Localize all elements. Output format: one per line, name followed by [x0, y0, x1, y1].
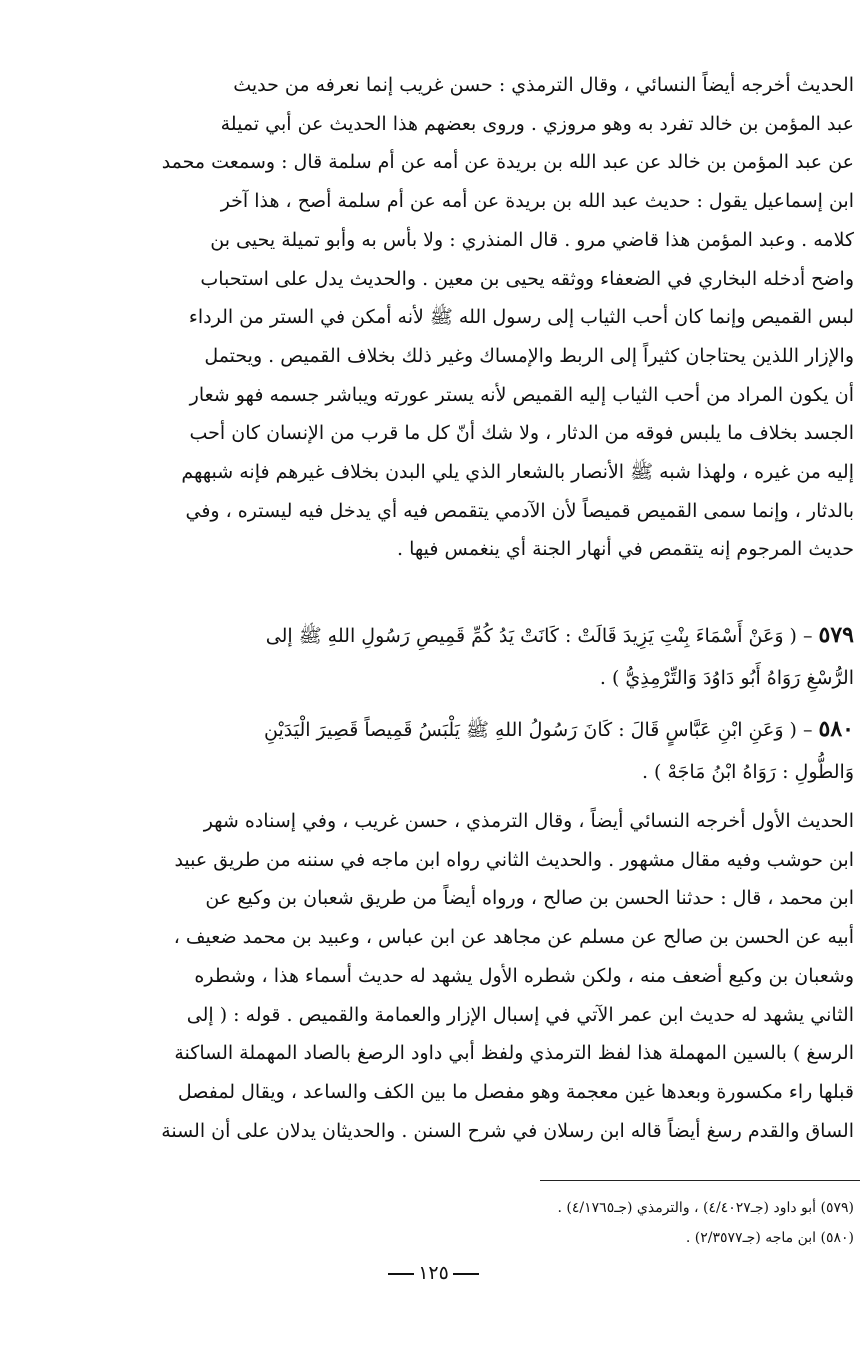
hadith-text: – ( وَعَنْ أَسْمَاءَ بِنْتِ يَزِيدَ قَالَتْ : كَانَتْ يَدُ كُمِّ قَمِيصِ رَسُولِ اللهِ ﷺ إلى — [265, 625, 813, 647]
hadith-line — [56, 708, 854, 751]
text-line: ابن حوشب وفيه مقال مشهور . والحديث الثاني رواه ابن ماجه في سننه من طريق عبيد — [174, 848, 854, 871]
hadith-number: ٥٧٩ — [818, 622, 854, 648]
text-line: بالدثار ، وإنما سمى القميص قميصاً لأن الآدمي يتقمص فيه أي يدخل فيه ليستره ، وفي — [185, 499, 854, 522]
text-line: وشعبان بن وكيع أضعف منه ، ولكن شطره الأول يشهد له حديث أسماء هذا ، وشطره — [194, 964, 854, 987]
text-line: الحديث الأول أخرجه النسائي أيضاً ، وقال الترمذي ، حسن غريب ، وفي إسناده شهر — [203, 810, 854, 832]
text-line: الرسغ ) بالسين المهملة هذا لفظ الترمذي ولفظ أبي داود الرصغ بالصاد المهملة الساكنة — [174, 1042, 854, 1065]
folio-dash — [388, 1273, 414, 1275]
hadith-line: الرُّسْغِ رَوَاهُ أَبُو دَاوُدَ وَالتِّرْمِذِيُّ ) . — [599, 667, 854, 689]
text-line: عن عبد المؤمن بن خالد عن عبد الله بن بريدة عن أمه عن أم سلمة قال : وسمعت محمد — [161, 151, 854, 174]
text-line: الثاني يشهد له حديث ابن عمر الآتي في إسبال الإزار والعمامة والقميص . قوله : ( إلى — [186, 1003, 854, 1026]
footnote-separator — [540, 1180, 860, 1181]
hadith-579 — [56, 614, 854, 699]
text-line: حديث المرجوم إنه يتقمص في أنهار الجنة أي ينغمس فيها . — [397, 538, 854, 561]
hadith-580 — [56, 708, 854, 793]
footnote-580: (٥٨٠) ابن ماجه (جـ٢/٣٥٧٧) . — [685, 1230, 854, 1246]
hadith-number: ٥٨٠ — [818, 716, 854, 742]
commentary-paragraph-1 — [56, 66, 854, 569]
page-number — [0, 1262, 867, 1284]
text-line: أن يكون المراد من أحب الثياب إليه القميص لأنه يستر عورته ويباشر جسمه فهو شعار — [189, 383, 854, 406]
text-line: واضح أدخله البخاري في الضعفاء ووثقه يحيى بن معين . والحديث يدل على استحباب — [200, 267, 854, 290]
hadith-line — [56, 614, 854, 657]
text-line: عبد المؤمن بن خالد تفرد به وهو مروزي . وروى بعضهم هذا الحديث عن أبي تميلة — [220, 112, 854, 135]
text-line: الحديث أخرجه أيضاً النسائي ، وقال الترمذي : حسن غريب إنما نعرفه من حديث — [233, 74, 854, 96]
commentary-paragraph-2 — [56, 802, 854, 1150]
text-line: لبس القميص وإنما كان أحب الثياب إلى رسول الله ﷺ لأنه أمكن في الستر من الرداء — [188, 306, 854, 329]
folio-dash — [453, 1273, 479, 1275]
text-line: قبلها راء مكسورة وبعدها غين معجمة وهو مفصل ما بين الكف والساعد ، ويقال لمفصل — [177, 1080, 854, 1103]
footnote-579: (٥٧٩) أبو داود (جـ٤/٤٠٢٧) ، والترمذي (جـ٤/١٧٦٥) . — [557, 1200, 854, 1216]
text-line: إليه من غيره ، ولهذا شبه ﷺ الأنصار بالشعار الذي يلي البدن بخلاف غيرهم فإنه شبههم — [181, 461, 854, 484]
text-line: أبيه عن الحسن بن صالح عن مسلم عن مجاهد عن ابن عباس ، وعبيد بن محمد ضعيف ، — [173, 926, 854, 949]
text-line: كلامه . وعبد المؤمن هذا قاضي مرو . قال المنذري : ولا بأس به وأبو تميلة يحيى بن — [210, 228, 854, 251]
hadith-text: – ( وَعَنِ ابْنِ عَبَّاسٍ قَالَ : كَانَ رَسُولُ اللهِ ﷺ يَلْبَسُ قَمِيصاً قَصِيرَ الْيَدَيْنِ — [263, 719, 813, 741]
text-line: الجسد بخلاف ما يلبس فوقه من الدثار ، ولا شك أنّ كل ما قرب من الإنسان كان أحب — [189, 422, 854, 445]
text-line: الساق والقدم رسغ أيضاً قاله ابن رسلان في شرح السنن . والحديثان يدلان على أن السنة — [161, 1119, 854, 1142]
text-line: ابن إسماعيل يقول : حديث عبد الله بن بريدة عن أمه عن أم سلمة أصح ، هذا آخر — [220, 190, 854, 213]
text-line: والإزار اللذين يحتاجان كثيراً إلى الربط والإمساك وغير ذلك بخلاف القميص . ويحتمل — [204, 344, 854, 367]
hadith-line: وَالطُّولِ : رَوَاهُ ابْنُ مَاجَهْ ) . — [641, 761, 854, 783]
text-line: ابن محمد ، قال : حدثنا الحسن بن صالح ، ورواه أيضاً من طريق شعبان بن وكيع عن — [205, 887, 854, 910]
page-number-text: ١٢٥ — [418, 1262, 449, 1284]
